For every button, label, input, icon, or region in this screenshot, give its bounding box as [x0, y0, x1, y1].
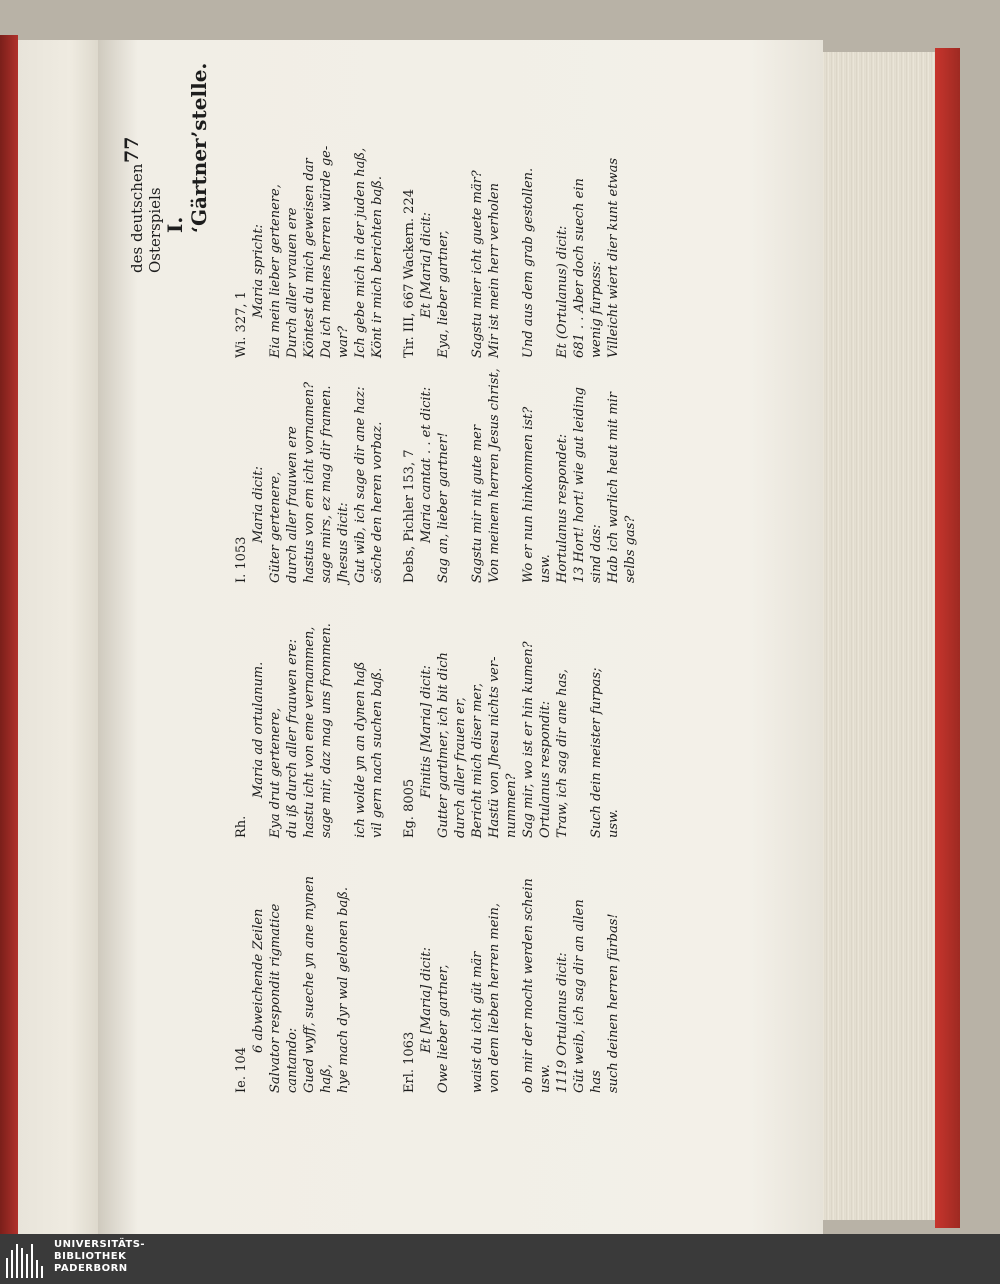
verse-line: sind das:	[589, 524, 604, 583]
library-footer	[0, 1234, 1000, 1284]
verse-line: Von meinem herren Jesus christ,	[487, 368, 502, 583]
verse-line: Et [Maria] dicit:	[419, 212, 434, 318]
verse-line: 13 Hort! hort! wie gut leiding	[572, 387, 587, 583]
verse-line: Und aus dem grab gestollen.	[521, 167, 536, 358]
verse-line: Güt weib, ich sag dir an allen	[572, 899, 587, 1093]
verse-line: nummen?	[504, 773, 519, 838]
verse-line: usw.	[538, 554, 553, 583]
verse-line: durch aller frauwen ere	[285, 426, 300, 583]
verse-line: usw.	[538, 1064, 553, 1093]
verse-line: Sagstu mir nit gute mer	[470, 424, 485, 583]
verse-line: Gued wyff, sueche yn ane mynen	[302, 876, 317, 1093]
verse-line: du iß durch aller frauwen ere:	[285, 638, 300, 838]
page-edges	[810, 52, 940, 1220]
verse-line: Könt ir mich berichten baß.	[370, 175, 385, 358]
source-label: Eg. 8005	[402, 778, 417, 838]
library-name-line-3: PADERBORN	[54, 1263, 128, 1274]
verse-line	[452, 158, 469, 358]
verse-line: such deinen herren fürbas!	[606, 913, 621, 1093]
book-cover-left	[0, 35, 18, 1250]
column-tir	[401, 158, 622, 358]
column-debs	[401, 368, 639, 583]
verse-line: usw.	[606, 809, 621, 838]
verse-line: Eya drut gertenere,	[268, 707, 283, 838]
verse-line: Traw, ich sag dir ane has,	[555, 668, 570, 838]
verse-line: Et [Maria] dicit:	[419, 947, 434, 1053]
book-cover-right	[935, 48, 960, 1228]
verse-line: wenig furpass:	[589, 261, 604, 358]
facing-page-edge	[10, 40, 110, 1240]
verse-line: selbs gas?	[623, 515, 638, 583]
verse-line: von dem lieben herren mein,	[487, 902, 502, 1093]
verse-line: 681 . . Aber doch suech ein	[572, 178, 587, 358]
verse-line: Gut wib, ich sage dir ane haz:	[353, 386, 368, 583]
verse-line: haß,	[319, 1064, 334, 1093]
verse-line: Maria dicit:	[251, 466, 266, 543]
verse-line: Ortulanus respondit:	[538, 700, 553, 838]
verse-line: Da ich meines herren würde ge-	[319, 145, 334, 358]
verse-line: Maria spricht:	[251, 224, 266, 318]
verse-line: Finitis [Maria] dicit:	[419, 665, 434, 798]
verse-line: Jhesus dicit:	[336, 502, 351, 583]
verse-line: has	[589, 1070, 604, 1093]
verse-line	[503, 878, 520, 1093]
verse-line: sage mirs, ez mag dir framen.	[319, 385, 334, 583]
verse-line: 6 abweichende Zeilen	[251, 908, 266, 1053]
verse-line: Ich gebe mich in der juden haß,	[353, 147, 368, 358]
verse-line	[503, 368, 520, 583]
verse-line: cantando:	[285, 1027, 300, 1093]
verse-line: Sagstu mier icht guete mär?	[470, 170, 485, 358]
verse-line	[503, 158, 520, 358]
verse-line: durch aller frauen er,	[453, 697, 468, 838]
verse-line: hastu icht von eme vernammen,	[302, 626, 317, 838]
verse-line: vil gern nach suchen baß.	[370, 667, 385, 838]
verse-line: Bericht mich diser mer,	[470, 682, 485, 838]
page-header	[121, 118, 164, 1093]
source-label: Wi. 327, 1	[234, 291, 249, 358]
verse-line: sage mir, daz mag uns frommen.	[319, 623, 334, 838]
verse-line: Villeicht wiert dier kunt etwas	[606, 157, 621, 358]
verse-line: Durch aller vrauen ere	[285, 207, 300, 358]
column-ie	[233, 876, 352, 1093]
verse-line: Hortulanus respondet:	[555, 433, 570, 583]
column-rh	[233, 623, 386, 838]
verse-line: Wo er nun hinkommen ist?	[521, 406, 536, 583]
verse-line: hastus von em icht vornamen?	[302, 381, 317, 583]
verse-line: Et (Ortulanus) dicit:	[555, 225, 570, 358]
verse-line: 1119 Ortulanus dicit:	[555, 952, 570, 1093]
section-heading: I. ‘Gärtner’stelle.	[163, 62, 211, 233]
verse-line: Owe lieber gartner,	[436, 964, 451, 1093]
source-label: Rh.	[234, 815, 249, 838]
column-wi	[233, 146, 386, 358]
verse-line: hye mach dyr wal gelonen baß.	[336, 886, 351, 1093]
column-eg	[401, 641, 622, 838]
verse-line: Hab ich warlich heut mit mir	[606, 391, 621, 583]
source-label: Tir. III, 667 Wackern. 224	[402, 189, 417, 358]
page-number: 77	[121, 136, 143, 163]
rotated-page-content	[103, 62, 663, 1093]
library-name-line-1: UNIVERSITÄTS-	[54, 1239, 146, 1250]
source-label: Debs, Pichler 153, 7	[402, 449, 417, 583]
column-erl	[401, 878, 622, 1093]
verse-line: Eya, lieber gartner,	[436, 230, 451, 358]
verse-line: ich wolde yn an dynen haß	[353, 661, 368, 838]
verse-line: ob mir der mocht werden schein	[521, 878, 536, 1093]
verse-line: Mir ist mein herr verholen	[487, 183, 502, 358]
verse-line: Köntest du mich geweisen dar	[302, 158, 317, 358]
verse-line: Maria cantat . . et dicit:	[419, 386, 434, 543]
library-name-line-2: BIBLIOTHEK	[54, 1251, 127, 1262]
verse-line: Eia mein lieber gertenere,	[268, 184, 283, 358]
verse-line	[571, 641, 588, 838]
verse-line	[335, 623, 352, 838]
running-title: des deutschen Osterspiels	[128, 163, 164, 273]
verse-line: Hastü von Jhesu nichts ver-	[487, 656, 502, 838]
verse-line: Maria ad ortulanum.	[251, 661, 266, 798]
source-label: Ie. 104	[234, 1047, 249, 1093]
source-label: Erl. 1063	[402, 1031, 417, 1093]
verse-line: Gutter gartlmer, ich bit dich	[436, 652, 451, 838]
verse-line: Sag mir, wo ist er hin kumen?	[521, 641, 536, 838]
source-label: I. 1053	[234, 536, 249, 583]
verse-line: Güter gertenere,	[268, 471, 283, 583]
verse-line: söche den heren vorbaz.	[370, 421, 385, 583]
verse-line: Such dein meister furpas;	[589, 667, 604, 838]
verse-line	[537, 158, 554, 358]
verse-line: Salvator respondit rigmatice	[268, 903, 283, 1093]
verse-line: waist du icht güt mär	[470, 951, 485, 1093]
library-name	[54, 1239, 145, 1275]
verse-line	[452, 878, 469, 1093]
column-i	[233, 382, 386, 583]
library-logo-icon	[6, 1242, 50, 1278]
verse-line	[452, 368, 469, 583]
verse-line: war?	[336, 325, 351, 358]
verse-line: Sag an, lieber gartner!	[436, 432, 451, 583]
